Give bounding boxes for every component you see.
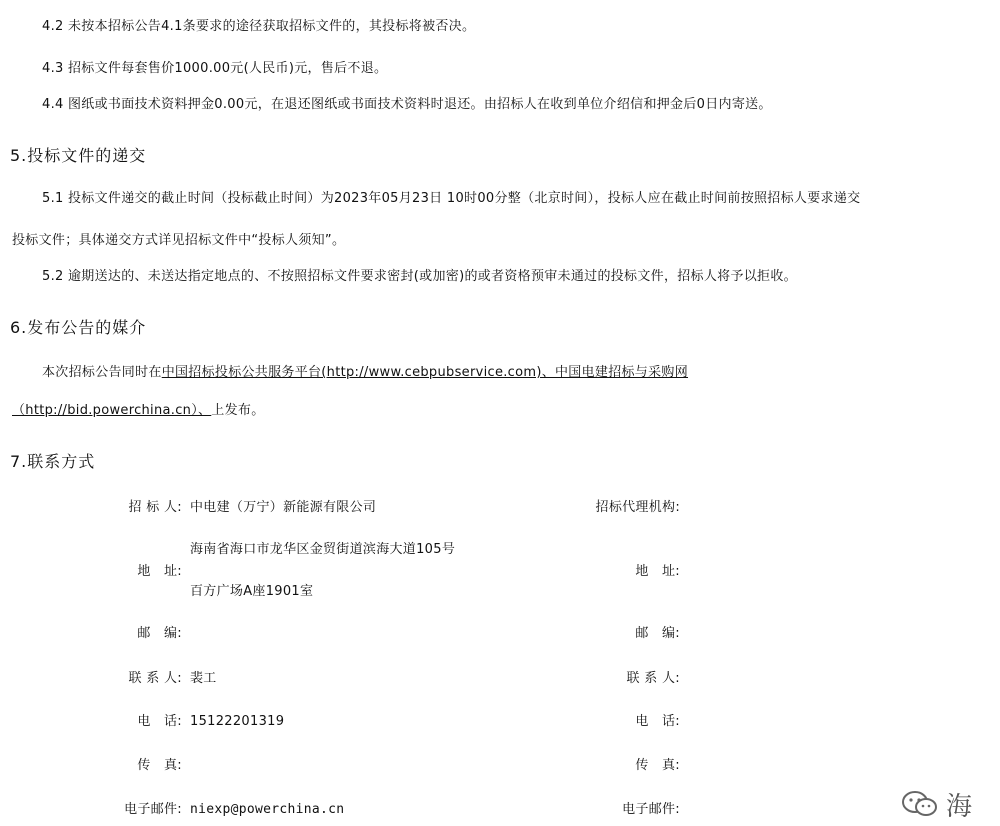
wechat-icon bbox=[900, 789, 940, 819]
section-6-paragraph-line2 bbox=[12, 402, 265, 420]
media-link-platforms[interactable]: 中国招标投标公共服务平台(http://www.cebpubservice.com)、中国电建招标与采购网 bbox=[161, 365, 689, 380]
tenderer-address-line2: 百方广场A座1901室 bbox=[190, 584, 314, 599]
clause-5-2: 5.2 逾期送达的、未送达指定地点的、不按照招标文件要求密封(或加密)的或者资格预审未通过的投标文件，招标人将予以拒收。 bbox=[42, 269, 797, 284]
tenderer-zip-label: 邮 编: bbox=[137, 626, 182, 641]
clause-4-2: 4.2 未按本招标公告4.1条要求的途径获取招标文件的，其投标将被否决。 bbox=[42, 19, 476, 34]
agency-email-label: 电子邮件: bbox=[622, 802, 680, 817]
tenderer-value: 中电建（万宁）新能源有限公司 bbox=[190, 500, 377, 515]
tenderer-label: 招 标 人: bbox=[128, 500, 182, 515]
clause-5-1-line1: 5.1 投标文件递交的截止时间（投标截止时间）为2023年05月23日 10时00分整（北京时间），投标人应在截止时间前按照招标人要求递交 bbox=[42, 191, 861, 206]
watermark-text: 海 bbox=[946, 791, 973, 822]
tenderer-address-label: 地 址: bbox=[137, 564, 182, 579]
clause-4-3: 4.3 招标文件每套售价1000.00元(人民币)元，售后不退。 bbox=[42, 61, 388, 76]
section-6-tail: 上发布。 bbox=[211, 403, 265, 418]
section-7-title: 7.联系方式 bbox=[10, 452, 96, 471]
tenderer-fax-label: 传 真: bbox=[137, 758, 182, 773]
watermark bbox=[900, 786, 1000, 822]
section-6-lead: 本次招标公告同时在 bbox=[42, 365, 162, 380]
agency-contact-label: 联 系 人: bbox=[626, 671, 680, 686]
media-link-powerchina[interactable]: （http://bid.powerchina.cn）、 bbox=[12, 403, 212, 418]
tenderer-address-line1: 海南省海口市龙华区金贸街道滨海大道105号 bbox=[190, 542, 456, 557]
section-6-title: 6.发布公告的媒介 bbox=[10, 318, 147, 337]
tenderer-contact-value: 裴工 bbox=[190, 671, 217, 686]
tenderer-phone-label: 电 话: bbox=[137, 714, 182, 729]
agency-zip-label: 邮 编: bbox=[635, 626, 680, 641]
clause-5-1-line2: 投标文件；具体递交方式详见招标文件中“投标人须知”。 bbox=[12, 233, 346, 248]
agency-label: 招标代理机构: bbox=[595, 500, 680, 515]
tenderer-contact-label: 联 系 人: bbox=[128, 671, 182, 686]
tenderer-phone-value: 15122201319 bbox=[190, 714, 285, 729]
section-5-title: 5.投标文件的递交 bbox=[10, 146, 147, 165]
agency-phone-label: 电 话: bbox=[635, 714, 680, 729]
clause-4-4: 4.4 图纸或书面技术资料押金0.00元，在退还图纸或书面技术资料时退还。由招标人在收到单位介绍信和押金后0日内寄送。 bbox=[42, 97, 772, 112]
agency-fax-label: 传 真: bbox=[635, 758, 680, 773]
tenderer-email-label: 电子邮件: bbox=[124, 802, 182, 817]
agency-address-label: 地 址: bbox=[635, 564, 680, 579]
section-6-paragraph bbox=[42, 364, 688, 382]
tenderer-email-value: niexp@powerchina.cn bbox=[190, 802, 345, 817]
